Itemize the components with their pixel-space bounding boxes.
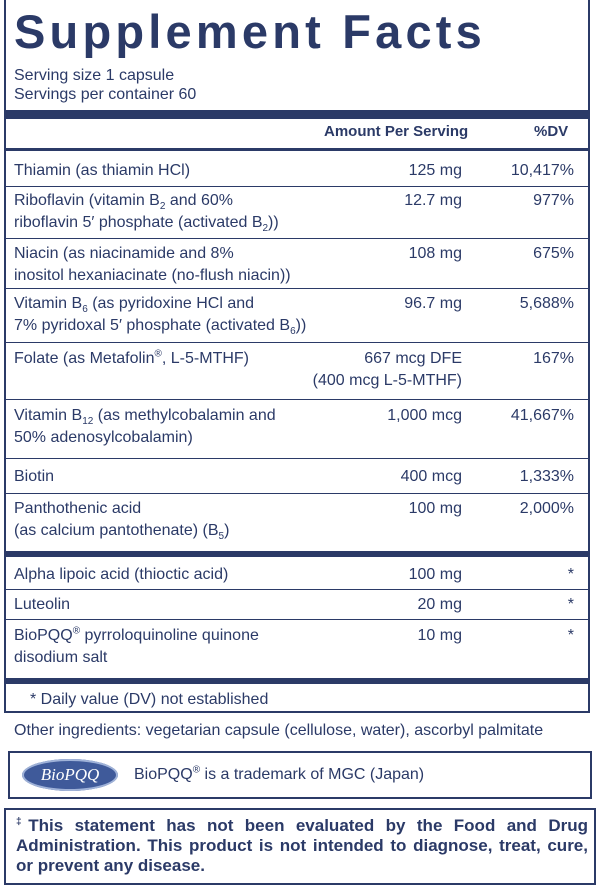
nutrient-name: Biotin [14,468,55,485]
serving-size: Serving size 1 capsule [14,67,175,84]
nutrient-dv: 167% [533,350,574,367]
header-divider [4,148,588,151]
ingredient-name: Alpha lipoic acid (thioctic acid) [14,566,229,583]
fda-statement-box [4,808,596,885]
row-divider [4,458,588,459]
nutrient-amount: 100 mg [408,500,462,517]
page-title: Supplement Facts [14,5,487,58]
nutrient-name: Vitamin $B_{12}$ (as methylcobalamin and 50% adenosylcobalamin) [14,407,276,446]
row-divider [4,589,588,590]
ingredient-name: Luteolin [14,596,71,613]
nutrient-dv: 977% [533,192,574,209]
nutrient-name: Vitamin $B_6$ (as pyridoxine HCl and 7% pyridoxal 5′ phosphate (activated $B_6$)) [14,295,307,338]
nutrient-amount: 667 mcg DFE (400 mcg L-5-MTHF) [312,350,462,389]
trademark-box [8,751,592,799]
nutrient-dv: 41,667% [510,407,574,424]
thick-divider-middle [4,551,588,557]
ingredient-dv: * [567,566,574,583]
nutrient-dv: 10,417% [510,162,574,179]
nutrient-amount: 125 mg [408,162,462,179]
row-divider [4,186,588,187]
ingredient-amount: 100 mg [408,566,462,583]
row-divider [4,619,588,620]
nutrient-amount: 1,000 mcg [387,407,462,424]
double-dagger-mark: ‡ [16,816,29,828]
thick-divider-bottom [4,678,588,684]
ingredient-dv: * [567,596,574,613]
amount-column-header: Amount Per Serving [324,123,469,140]
dv-column-header: %DV [534,123,569,140]
nutrient-dv: 675% [533,245,574,262]
trademark-text: BioPQQ® is a trademark of MGC (Japan) [134,764,425,783]
ingredient-name: BioPQQ® pyrroloquinoline quinone disodium salt [14,625,259,666]
dv-footnote: * Daily value (DV) not established [30,691,269,708]
nutrient-name: Niacin (as niacinamide and 8% inositol hexaniacinate (no-flush niacin)) [14,245,291,284]
thick-divider-top [4,110,588,119]
servings-per-container: Servings per container 60 [14,86,197,103]
ingredient-amount: 20 mg [417,596,462,613]
ingredient-dv: * [567,627,574,644]
biopqq-logo: BioPQQ [22,759,118,791]
nutrient-amount: 12.7 mg [404,192,462,209]
nutrient-amount: 400 mcg [400,468,462,485]
row-divider [4,288,588,289]
row-divider [4,238,588,239]
nutrient-dv: 2,000% [519,500,574,517]
nutrient-amount: 96.7 mg [404,295,462,312]
nutrient-name: Panthothenic acid (as calcium pantothenate) $(B_5)$ [14,500,230,543]
ingredient-amount: 10 mg [417,627,462,644]
row-divider [4,399,588,400]
row-divider [4,342,588,343]
row-divider [4,493,588,494]
nutrient-dv: 5,688% [519,295,574,312]
other-ingredients: Other ingredients: vegetarian capsule (cellulose, water), ascorbyl palmitate [14,722,544,739]
nutrient-name: Riboflavin (vitamin $B_2$ and 60% riboflavin 5′ phosphate (activated $B_2$)) [14,192,279,235]
fda-statement: ‡This statement has not been evaluated by the Food and Drug Administration. This product is not intended to diagnose, treat, cure, or prevent any disease. [16,816,588,875]
nutrient-name: Folate (as Metafolin®, L-5-MTHF) [14,348,249,367]
nutrient-dv: 1,333% [519,468,574,485]
nutrient-name: Thiamin (as thiamin HCl) [14,162,191,179]
nutrient-amount: 108 mg [408,245,462,262]
